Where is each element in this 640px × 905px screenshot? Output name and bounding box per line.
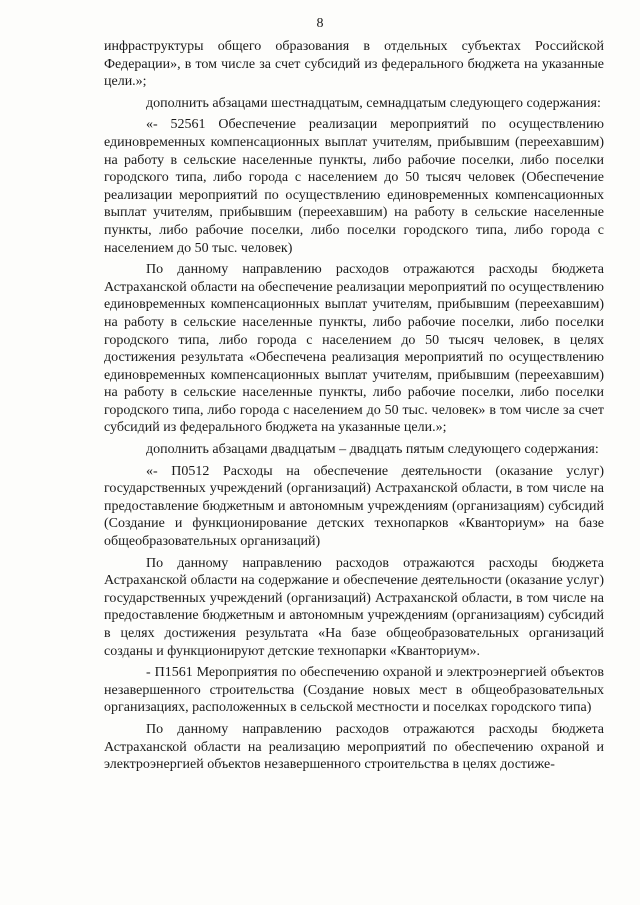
paragraph-4: По данному направлению расходов отражаются расходы бюджета Астраханской области на обеспечение реализации мероприятий по осуществлению единовременных компенсационных выплат учителям, прибывшим (переехавшим) на работу в сельские населенные пункты, либо рабочие поселки, либо поселки городского типа, либо города с населением до 50 тысяч человек, в целях достижения результата «Обеспечена реализация мероприятий по осуществлению единовременных компенсационных выплат учителям, прибывшим (переехавшим) на работу в сельские населенные пункты, либо рабочие поселки, либо поселки городского типа, либо города с населением до 50 тыс. человек» в том числе за счет субсидий из федерального бюджета на указанные цели.»; bbox=[104, 262, 604, 436]
paragraph-8: - П1561 Мероприятия по обеспечению охраной и электроэнергией объектов незавершенного строительства (Создание новых мест в общеобразовательных организациях, расположенных в сельской местности и поселках городского типа) bbox=[104, 665, 604, 716]
document-body bbox=[104, 38, 604, 778]
paragraph-6: «- П0512 Расходы на обеспечение деятельности (оказание услуг) государственных учреждений (организаций) Астраханской области, в том числе на предоставление бюджетным и автономным учреждениям (организациям) субсидий (Создание и функционирование детских технопарков «Кванториум» на базе общеобразовательных организаций) bbox=[104, 463, 604, 550]
paragraph-9: По данному направлению расходов отражаются расходы бюджета Астраханской области на реализацию мероприятий по обеспечению охраной и электроэнергией объектов незавершенного строительства в целях достиже- bbox=[104, 721, 604, 773]
page-number: 8 bbox=[316, 16, 324, 31]
paragraph-5: дополнить абзацами двадцатым – двадцать пятым следующего содержания: bbox=[146, 442, 599, 458]
paragraph-1: инфраструктуры общего образования в отдельных субъектах Российской Федерации», в том числе за счет субсидий из федерального бюджета на указанные цели.»; bbox=[104, 39, 604, 90]
paragraph-7: По данному направлению расходов отражаются расходы бюджета Астраханской области на содержание и обеспечение деятельности (оказание услуг) государственных учреждений (организаций) Астраханской области, в том числе на предоставление бюджетным и автономным учреждениям (организациям) субсидий в целях достижения результата «На базе общеобразовательных организаций созданы и функционируют детские технопарки «Кванториум». bbox=[104, 555, 604, 659]
paragraph-2: дополнить абзацами шестнадцатым, семнадцатым следующего содержания: bbox=[146, 95, 601, 111]
paragraph-3: «- 52561 Обеспечение реализации мероприятий по осуществлению единовременных компенсационных выплат учителям, прибывшим (переехавшим) на работу в сельские населенные пункты, либо рабочие поселки, либо поселки городского типа, либо города с населением до 50 тысяч человек (Обеспечение реализации мероприятий по осуществлению единовременных компенсационных выплат учителям, прибывшим (переехавшим) на работу в сельские населенные пункты, либо рабочие поселки, либо поселки городского типа, либо города с населением до 50 тыс. человек) bbox=[104, 117, 604, 256]
